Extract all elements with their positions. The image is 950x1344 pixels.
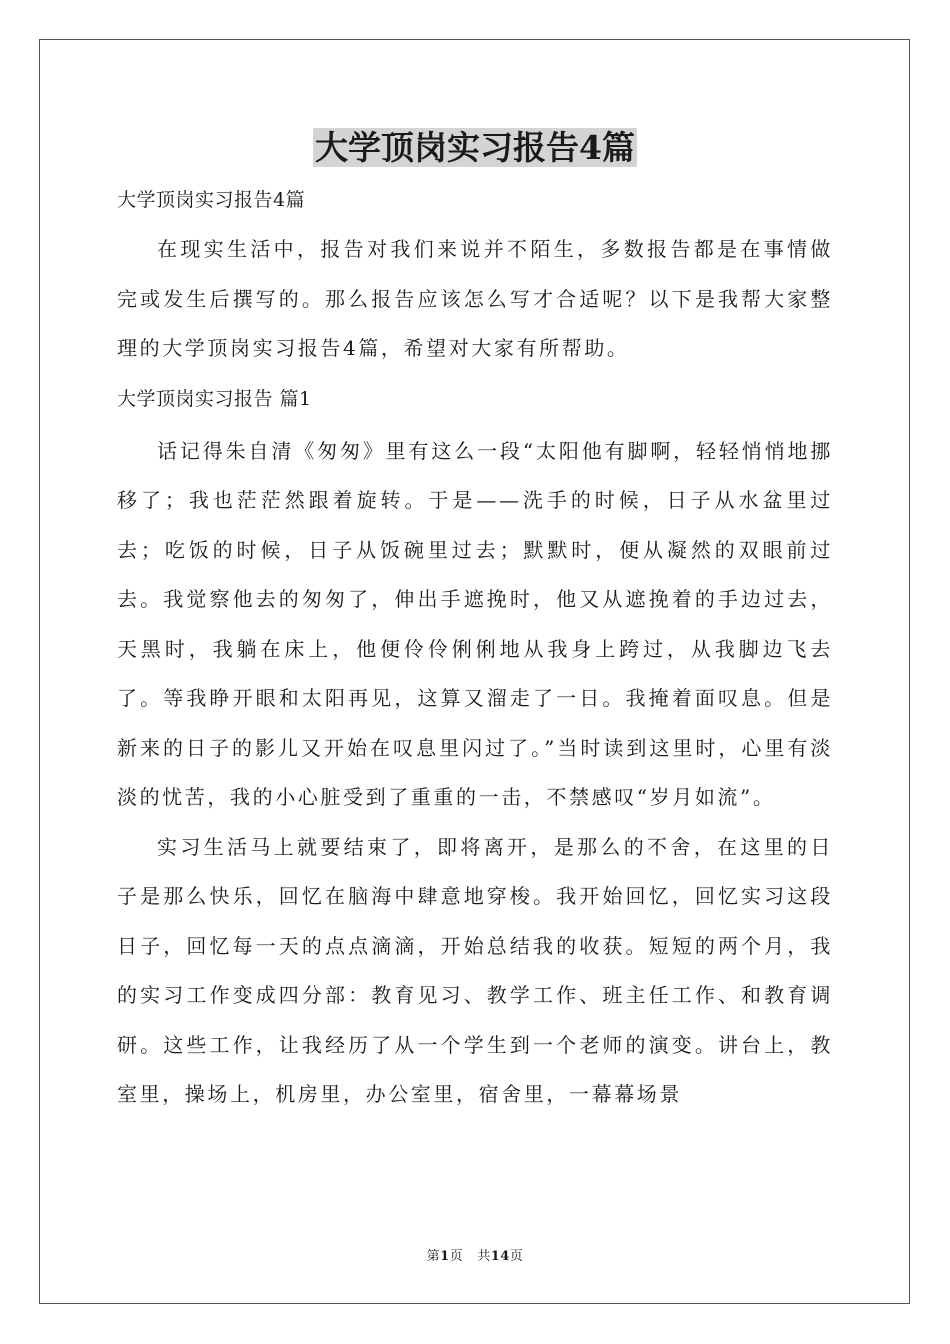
- body-paragraph-2: 实习生活马上就要结束了，即将离开，是那么的不舍，在这里的日子是那么快乐，回忆在脑海中肆意地穿梭。我开始回忆，回忆实习这段日子，回忆每一天的点点滴滴，开始总结我的收获。短短的两个月，我的实习工作变成四分部：教育见习、教学工作、班主任工作、和教育调研。这些工作，让我经历了从一个学生到一个老师的演变。讲台上，教室里，操场上，机房里，办公室里，宿舍里，一幕幕场景: [117, 834, 833, 1106]
- footer-total-pages: 14: [490, 1249, 510, 1264]
- document-subtitle: 大学顶岗实习报告4篇: [117, 189, 306, 211]
- footer-total-prefix: 共: [477, 1249, 491, 1264]
- document-title: [0, 126, 950, 170]
- section-heading: 大学顶岗实习报告 篇1: [117, 387, 312, 410]
- body-paragraph-1: 话记得朱自清《匆匆》里有这么一段“太阳他有脚啊，轻轻悄悄地挪移了；我也茫茫然跟着旋转。于是——洗手的时候，日子从水盆里过去；吃饭的时候，日子从饭碗里过去；默默时，便从凝然的双眼前过去。我觉察他去的匆匆了，伸出手遮挽时，他又从遮挽着的手边过去，天黑时，我躺在床上，他便伶伶俐俐地从我身上跨过，从我脚边飞去了。等我睁开眼和太阳再见，这算又溜走了一日。我掩着面叹息。但是新来的日子的影儿又开始在叹息里闪过了。”当时读到这里时，心里有淡淡的忧苦，我的小心脏受到了重重的一击，不禁感叹“岁月如流”。: [117, 438, 833, 809]
- footer-page-prefix: 第: [426, 1249, 441, 1264]
- footer-page-suffix: 页: [449, 1249, 464, 1264]
- page-footer: [0, 1248, 950, 1266]
- document-title-text: 大学顶岗实习报告4篇: [315, 128, 635, 167]
- footer-page-number: 1: [440, 1249, 450, 1264]
- footer-total-suffix: 页: [509, 1249, 524, 1264]
- intro-paragraph: 在现实生活中，报告对我们来说并不陌生，多数报告都是在事情做完或发生后撰写的。那么报告应该怎么写才合适呢？以下是我帮大家整理的大学顶岗实习报告4篇，希望对大家有所帮助。: [117, 237, 833, 360]
- document-body: [117, 180, 833, 1120]
